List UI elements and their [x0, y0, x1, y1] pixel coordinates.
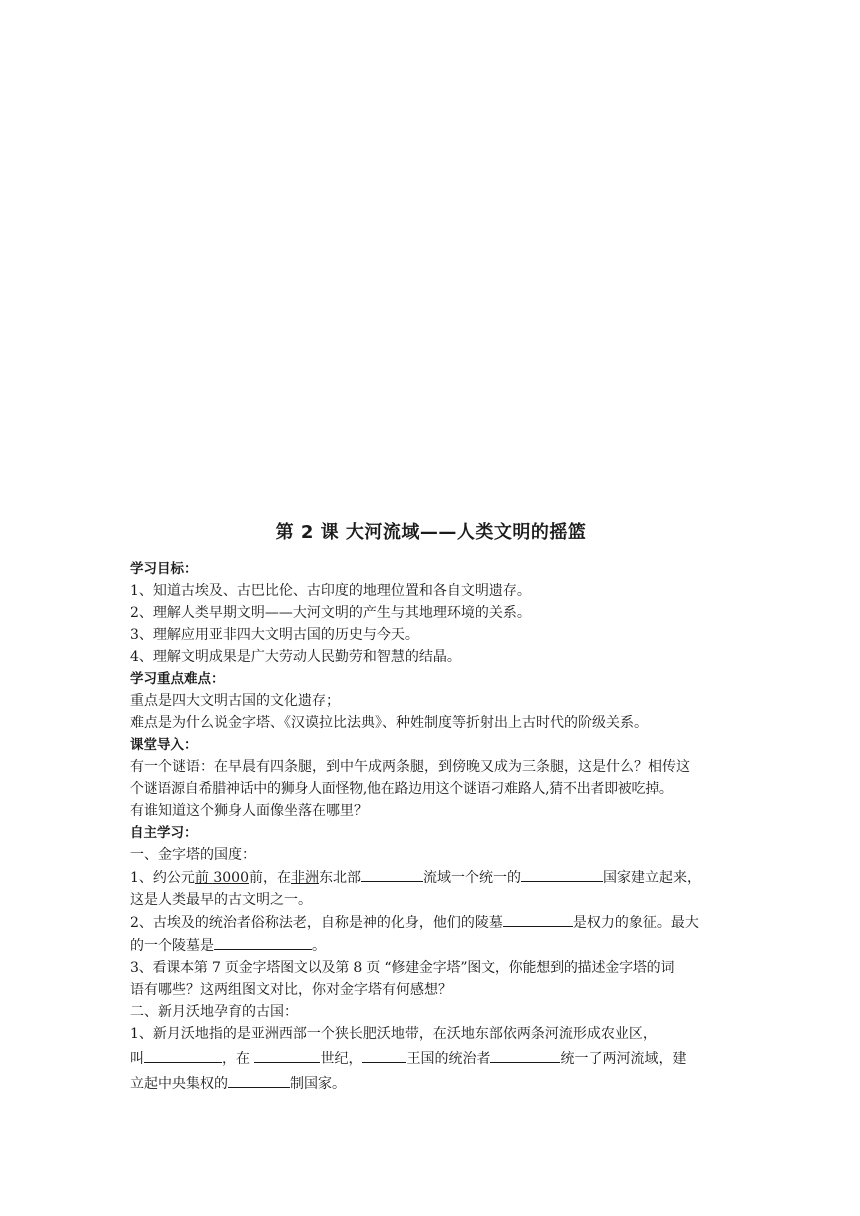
answer-blank[interactable] [361, 866, 423, 882]
q1-text: 国家建立起来， [603, 870, 702, 886]
page-title: 第 2 课 大河流域——人类文明的摇篮 [275, 522, 587, 543]
s2-q1-text: 王国的统治者 [406, 1051, 491, 1067]
intro-line: 个谜语源自希腊神话中的狮身人面怪物,他在路边用这个谜语刁难路人,猜不出者即被吃掉。 [130, 781, 673, 797]
key-point-item: 重点是四大文明古国的文化遗存； [130, 693, 340, 709]
s2-q1-text: ，在 [222, 1051, 255, 1067]
s2-q1-text: 制国家。 [290, 1076, 346, 1092]
q1-text: 东北部 [319, 870, 362, 886]
answer-blank[interactable] [228, 1072, 290, 1088]
answer-blank[interactable] [521, 866, 603, 882]
s2-q1-text: 叫 [130, 1051, 144, 1067]
s2-question-1-line-1: 1、新月沃地指的是亚洲西部一个狭长肥沃地带，在沃地东部依两条河流形成农业区， [130, 1026, 657, 1042]
objective-item: 2、理解人类早期文明——大河文明的产生与其地理环境的关系。 [130, 605, 531, 621]
objective-item: 4、理解文明成果是广大劳动人民勤劳和智慧的结晶。 [130, 649, 461, 665]
answer-blank[interactable] [144, 1047, 222, 1063]
q1-text: 1、约公元 [130, 870, 195, 886]
question-3-line: 语有哪些？这两组图文对比，你对金字塔有何感想？ [130, 982, 452, 998]
section-title: 二、新月沃地孕育的古国： [130, 1004, 298, 1020]
question-1-line-1 [130, 866, 732, 889]
intro-heading: 课堂导入： [130, 737, 198, 753]
section-title: 一、金字塔的国度： [130, 847, 256, 863]
q1-text: 前，在 [249, 870, 292, 886]
objective-item: 3、理解应用亚非四大文明古国的历史与今天。 [130, 627, 419, 643]
s2-q1-text: 立起中央集权的 [130, 1076, 228, 1092]
q2-text: 是权力的象征。最大 [572, 915, 699, 931]
q2-text: 。 [312, 938, 326, 954]
worksheet-page [130, 518, 732, 1095]
self-study-heading: 自主学习： [130, 825, 198, 841]
question-3-line: 3、看课本第 7 页金字塔图文以及第 8 页 “修建金字塔”图文，你能想到的描述金字塔的词 [130, 960, 675, 976]
question-2-line-1 [130, 911, 732, 934]
s2-q1-text: 世纪， [320, 1051, 363, 1067]
key-points-heading: 学习重点难点： [130, 671, 225, 687]
q1-underlined-date: 前 3000 [194, 870, 250, 886]
s2-question-1-line-3 [130, 1072, 732, 1095]
question-2-line-2 [130, 934, 732, 957]
s2-question-1-line-2 [130, 1047, 732, 1070]
q2-text: 2、古埃及的统治者俗称法老，自称是神的化身，他们的陵墓 [130, 915, 503, 931]
objective-item: 1、知道古埃及、古巴比伦、古印度的地理位置和各自文明遗存。 [130, 583, 531, 599]
intro-line: 有一个谜语：在早晨有四条腿，到中午成两条腿，到傍晚又成为三条腿，这是什么？相传这 [130, 759, 690, 775]
key-point-item: 难点是为什么说金字塔、《汉谟拉比法典》、种姓制度等折射出上古时代的阶级关系。 [130, 715, 648, 731]
q2-text: 的一个陵墓是 [130, 938, 214, 954]
answer-blank[interactable] [503, 911, 573, 927]
q1-text: 流域一个统一的 [423, 870, 522, 886]
answer-blank[interactable] [490, 1047, 560, 1063]
question-1-line-2: 这是人类最早的古文明之一。 [130, 892, 312, 908]
q1-underlined-place: 非洲 [291, 870, 320, 886]
intro-line: 有谁知道这个狮身人面像坐落在哪里？ [130, 803, 368, 819]
answer-blank[interactable] [362, 1047, 406, 1063]
answer-blank[interactable] [254, 1047, 320, 1063]
answer-blank[interactable] [214, 934, 312, 950]
s2-q1-text: 统一了两河流域，建 [560, 1051, 687, 1067]
objectives-heading: 学习目标： [130, 561, 198, 577]
